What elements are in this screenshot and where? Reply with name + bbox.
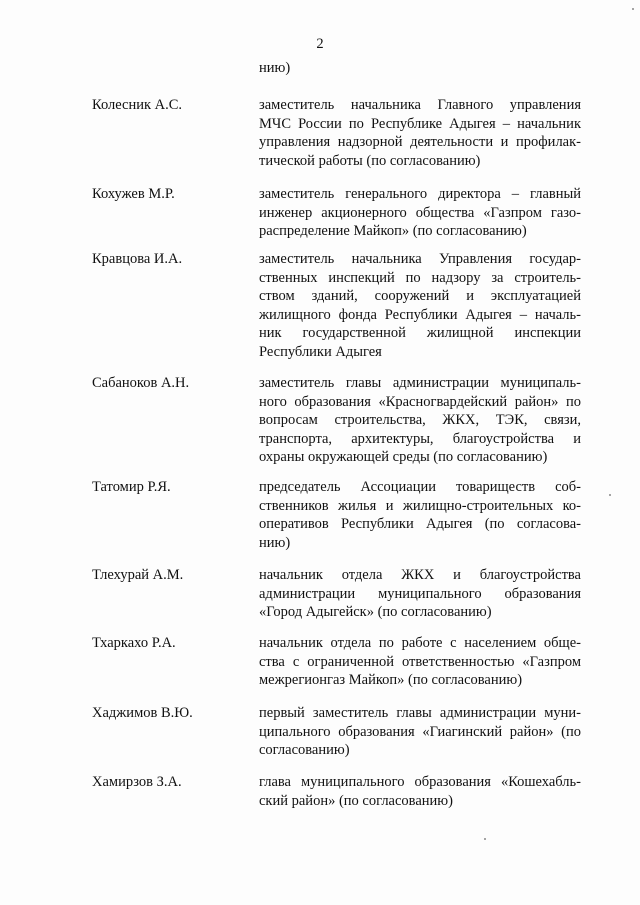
position-line: администрации муниципального образования <box>259 585 581 602</box>
member-name: Тлехурай А.М. <box>92 567 184 583</box>
position-line: глава муниципального образования «Кошехабль- <box>259 774 581 790</box>
member-position <box>259 250 581 361</box>
position-line: ственников жилья и жилищно-строительных ко- <box>259 497 581 514</box>
position-line: ного образования «Красногвардейский район» по <box>259 393 581 410</box>
position-line: председатель Ассоциации товариществ соб- <box>259 479 581 495</box>
position-line: оперативов Республики Адыгея (по согласова- <box>259 516 581 532</box>
position-line: заместитель генерального директора – главный <box>259 186 581 202</box>
position-line: жилищного фонда Республики Адыгея – началь- <box>259 306 581 323</box>
position-line: первый заместитель главы администрации муни- <box>259 705 581 721</box>
member-position <box>259 185 581 241</box>
position-line: ский район» (по согласованию) <box>259 792 453 809</box>
page-number: 2 <box>316 36 324 52</box>
continuation-text: нию) <box>259 60 291 76</box>
member-name: Кравцова И.А. <box>92 251 183 267</box>
position-line: тической работы (по согласованию) <box>259 152 481 169</box>
position-line: ник государственной жилищной инспекции <box>259 325 581 341</box>
position-line: нию) <box>259 534 291 551</box>
position-line: ципального образования «Гиагинский район» (по <box>259 723 581 740</box>
member-name: Татомир Р.Я. <box>92 479 171 495</box>
position-line: ством зданий, сооружений и эксплуатацией <box>259 288 581 304</box>
position-line: «Город Адыгейск» (по согласованию) <box>259 604 492 620</box>
member-position <box>259 634 581 690</box>
position-line: транспорта, архитектуры, благоустройства и <box>259 430 581 447</box>
member-name: Хамирзов З.А. <box>92 774 182 790</box>
position-line: согласованию) <box>259 742 350 758</box>
position-line: начальник отдела по работе с населением обще- <box>259 635 581 651</box>
position-line: Республики Адыгея <box>259 343 382 360</box>
position-line: МЧС России по Республике Адыгея – начальник <box>259 115 581 132</box>
member-position <box>259 704 581 760</box>
scan-speck <box>609 494 611 496</box>
position-line: межрегионгаз Майкоп» (по согласованию) <box>259 672 523 688</box>
position-line: инженер акционерного общества «Газпром газо- <box>259 204 581 221</box>
member-position <box>259 566 581 622</box>
position-line: начальник отдела ЖКХ и благоустройства <box>259 567 581 583</box>
position-line: охраны окружающей среды (по согласованию) <box>259 449 548 465</box>
member-name: Кохужев М.Р. <box>92 186 175 202</box>
position-line: заместитель начальника Управления государ- <box>259 251 581 267</box>
position-line: ственных инспекций по надзору за строитель- <box>259 269 581 286</box>
member-position <box>259 773 581 810</box>
member-name: Тхаркахо Р.А. <box>92 635 176 651</box>
position-line: вопросам строительства, ЖКХ, ТЭК, связи, <box>259 412 581 428</box>
member-name: Сабаноков А.Н. <box>92 375 190 391</box>
member-name: Колесник А.С. <box>92 97 183 113</box>
position-line: управления надзорной деятельности и профилак- <box>259 134 581 150</box>
member-position <box>259 374 581 467</box>
position-line: заместитель начальника Главного управления <box>259 97 581 113</box>
scan-speck <box>484 838 486 840</box>
position-line: заместитель главы администрации муниципаль- <box>259 375 581 391</box>
member-position <box>259 96 581 170</box>
member-name: Хаджимов В.Ю. <box>92 705 193 721</box>
member-position <box>259 478 581 552</box>
position-line: ства с ограниченной ответственностью «Газпром <box>259 653 581 670</box>
position-line: распределение Майкоп» (по согласованию) <box>259 223 527 239</box>
scan-speck <box>632 8 634 10</box>
